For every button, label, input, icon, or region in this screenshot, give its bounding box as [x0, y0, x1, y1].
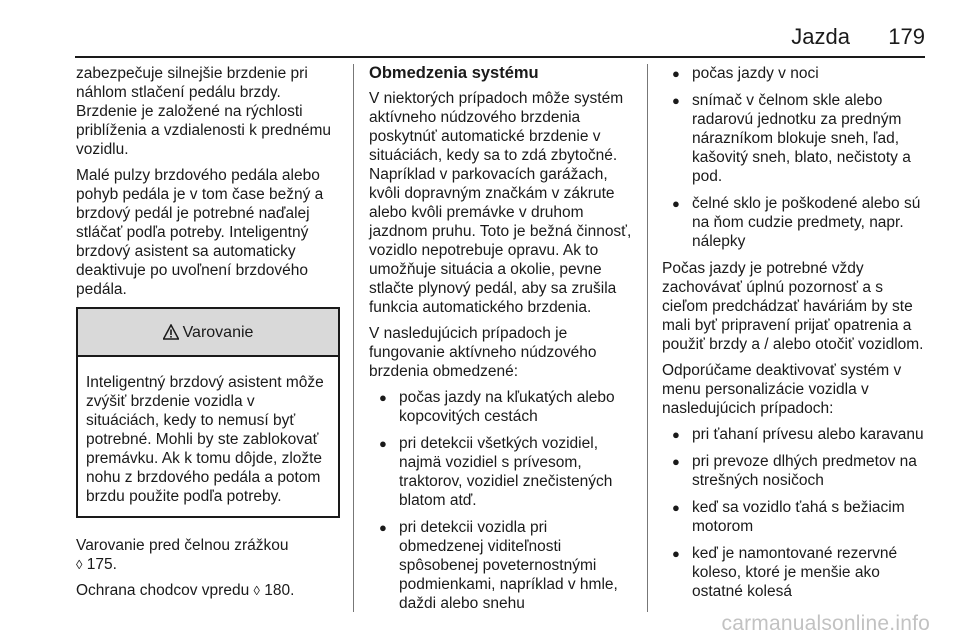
reference-text: Varovanie pred čelnou zrážkou [76, 537, 289, 554]
list-item: ● počas jazdy v noci [672, 65, 819, 82]
page-number: 179 [888, 24, 925, 49]
header-rule [75, 56, 925, 58]
list-item: ● pri detekcii všetkých vozidiel, najmä vozidiel s prívesom, traktorov, vozidiel znečistených blatom atď. [379, 435, 613, 509]
column-divider-1 [353, 64, 354, 612]
bullet-icon: ● [672, 427, 680, 442]
list-item: ● pri detekcii vozidla pri obmedzenej viditeľnosti spôsobenej poveternostnými podmienkami, napríklad v hmle, daždi alebo snehu [379, 519, 618, 612]
bullet-icon: ● [672, 500, 680, 515]
paragraph: Odporúčame deaktivovať systém v menu personalizácie vozidla v nasledujúcich prípadoch: [662, 362, 902, 417]
reference-page: 175. [86, 556, 117, 573]
warning-text: Inteligentný brzdový asistent môže zvýšiť brzdenie vozidla v situáciách, kedy to nemusí byť potrebné. Mohli by ste zablokovať premávku. Ak k tomu dôjde, zložte nohu z brzdového pedála a potom brzdu použite podľa potreby. [86, 374, 324, 505]
warning-header [78, 309, 338, 357]
subsection-title: Obmedzenia systému [369, 64, 539, 82]
page-reference-icon: ◊ [76, 557, 83, 572]
paragraph: V niektorých prípadoch môže systém aktívneho núdzového brzdenia poskytnúť automatické brzdenie v situáciách, kedy sa to zdá zbytočné. Napríklad v parkovacích garážach, kvôli dopravným značkám v zákrute alebo kvôli premávke v druhom jazdnom pruhu. Toto je bežná činnosť, vozidlo nepotrebuje opravu. Ak to umožňuje situácia a okolie, pevne stlačte plynový pedál, aby sa zrušila funkcia automatického brzdenia. [369, 90, 632, 316]
reference-page: 180. [264, 582, 295, 599]
cross-reference[interactable] [76, 581, 340, 600]
list-item: ● pri ťahaní prívesu alebo karavanu [672, 426, 924, 443]
list-item: ● počas jazdy na kľukatých alebo kopcovitých cestách [379, 389, 615, 425]
warning-box [76, 307, 340, 518]
bullet-icon: ● [672, 546, 680, 561]
bullet-icon: ● [672, 196, 680, 211]
list-item: ● keď je namontované rezervné koleso, ktoré je menšie ako ostatné kolesá [672, 545, 898, 600]
bullet-list [662, 425, 927, 601]
column-3 [662, 64, 927, 609]
list-item: ● čelné sklo je poškodené alebo sú na ňom cudzie predmety, napr. nálepky [672, 195, 921, 250]
bullet-icon: ● [672, 454, 680, 469]
list-item: ● pri prevoze dlhých predmetov na strešných nosičoch [672, 453, 917, 489]
bullet-icon: ● [672, 93, 680, 108]
bullet-list [662, 64, 927, 251]
bullet-list [369, 388, 635, 613]
list-item: ● snímač v čelnom skle alebo radarovú jednotku za predným nárazníkom blokuje sneh, ľad, kašovitý sneh, blato, nečistoty a pod. [672, 92, 911, 185]
bullet-icon: ● [379, 520, 387, 535]
column-divider-2 [647, 64, 648, 612]
column-2 [369, 64, 635, 621]
bullet-icon: ● [672, 66, 680, 81]
paragraph: zabezpečuje silnejšie brzdenie pri náhlom stlačení pedálu brzdy. Brzdenie je založené na rýchlosti priblíženia a vzdialenosti k prednému vozidlu. [76, 65, 332, 158]
section-title: Jazda [791, 24, 850, 49]
list-item: ● keď sa vozidlo ťahá s bežiacim motorom [672, 499, 905, 535]
warning-triangle-icon [163, 324, 179, 340]
watermark: carmanualsonline.info [721, 612, 930, 635]
page-reference-icon: ◊ [253, 583, 260, 598]
bullet-icon: ● [379, 436, 387, 451]
cross-reference[interactable] [76, 536, 340, 574]
paragraph: Malé pulzy brzdového pedála alebo pohyb pedála je v tom čase bežný a brzdový pedál je potrebné naďalej stláčať podľa potreby. Inteligentný brzdový asistent sa automaticky deaktivuje po uvoľnení brzdového pedála. [76, 167, 324, 298]
warning-title: Varovanie [182, 323, 254, 341]
paragraph: V nasledujúcich prípadoch je fungovanie aktívneho núdzového brzdenia obmedzené: [369, 325, 597, 380]
page-header [0, 0, 960, 60]
reference-text: Ochrana chodcov vpredu [76, 582, 250, 599]
paragraph: Počas jazdy je potrebné vždy zachovávať úplnú pozornosť a s cieľom predchádzať haváriám by ste mali byť pripravení prijať opatrenia a použiť brzdy a / alebo otočiť vozidlom. [662, 260, 924, 353]
bullet-icon: ● [379, 390, 387, 405]
column-1 [76, 64, 340, 607]
